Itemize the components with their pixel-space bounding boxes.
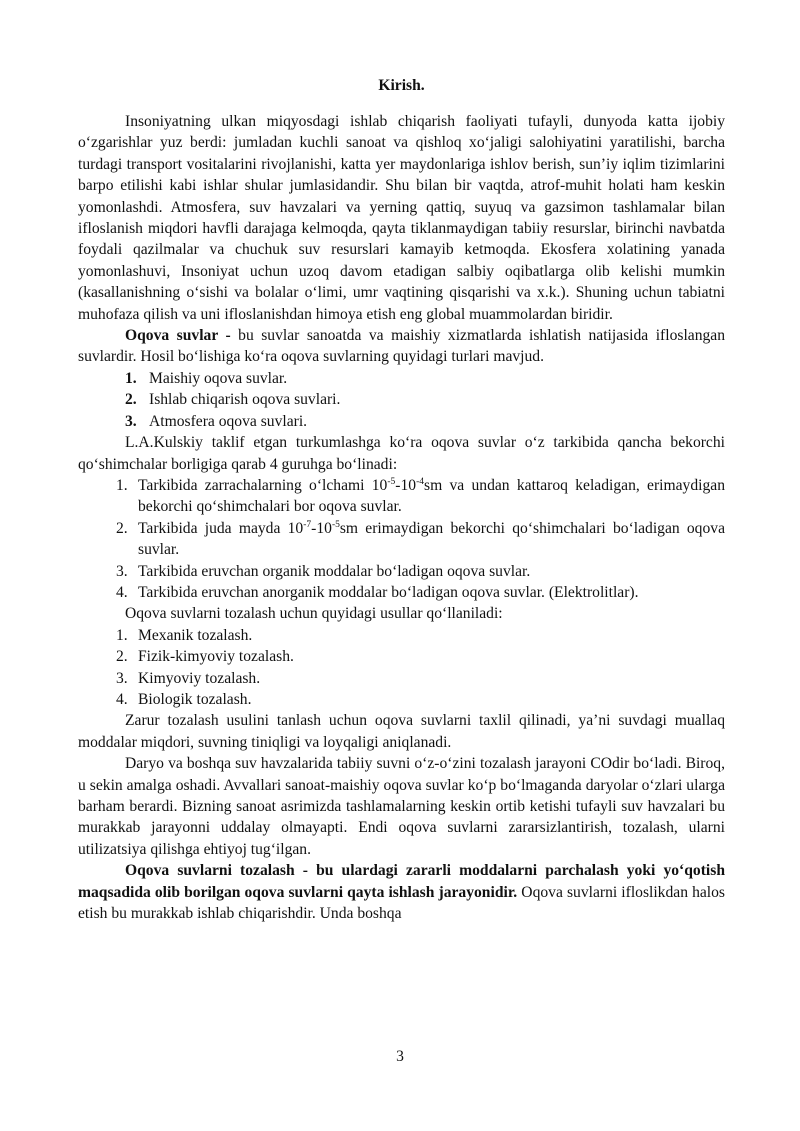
list-item [78,625,725,646]
list-item-text: Kimyoviy tozalash. [138,669,261,687]
list-number: 1. [116,626,128,644]
list-item [78,411,725,432]
list-number: 4. [116,583,128,601]
list-item-text: Tarkibida zarrachalarning o‘lchami $10^{-5}-10^{-4}sm$ va undan kattaroq keladigan, erimaydigan bekorchi qo‘shimchalari bor oqova suvlar. [138,476,725,516]
page-title: Kirish. [378,77,425,94]
analysis-paragraph: Zarur tozalash usulini tanlash uchun oqova suvlarni taxlil qilinadi, ya’ni suvdagi muallaq moddalar miqdori, suvning tiniqligi va loyqaligi aniqlanadi. [78,712,725,751]
river-paragraph: Daryo va boshqa suv havzalarida tabiiy suvni o‘z-o‘zini tozalash jarayoni COdir bo‘ladi. Biroq, u sekin amalga oshadi. Avvallari sanoat-maishiy oqova suvlar ko‘p bo‘lmaganda daryolar o‘zlari ularga barham berardi. Bizning sanoat asrimizda tashlamalarning keskin ortib ketishi tufayli suv havzalari bu murakkab jarayonni uddalay olmayapti. Endi oqova suvlarni zararsizlantirish, tozalash, ularni utilizatsiya qilishga ehtiyoj tug‘ilgan. [78,755,725,858]
list-number: 1. [125,369,137,387]
final-bold-definition: Oqova suvlarni tozalash - bu ulardagi zararli moddalarni parchalash yoki yo‘qotish maqsadida olib borilgan oqova suvlarni qayta ishlash jarayonidir. [78,862,725,901]
definition-text: bu suvlar sanoatda va maishiy xizmatlarda ishlatish natijasida ifloslangan suvlardir. Hosil bo‘lishiga ko‘ra oqova suvlarning quyidagi turlari mavjud. [78,327,726,366]
intro-paragraph: Insoniyatning ulkan miqyosdagi ishlab chiqarish faoliyati tufayli, dunyoda katta ijobiy o‘zgarishlar yuz berdi: jumladan kuchli sanoat va qishloq xo‘jaligi salohiyatini yaratilishi, barcha turdagi transport vositalarini rivojlanishi, katta yer maydonlariga ishlov berish, sun’iy iqlim tizimlarini barpo etilishi kabi ishlar shular jumlasidandir. Shu bilan bir vaqtda, atrof-muhit holati ham keskin yomonlashdi. Atmosfera, suv havzalari va yerning qattiq, suyuq va gazsimon tashlamalar bilan ifloslanish miqdori havfli darajaga kelmoqda, qayta tiklanmaydigan tabiiy resurslar, birinchi navbatda foydali qazilmalar va chuchuk suv resurslari kamayib ketmoqda. Ekosfera xolatining yanada yomonlashuvi, Insoniyat uchun uzoq davom etadigan salbiy oqibatlarga olib kelishi mumkin (kasallanishning o‘sishi va bolalar o‘limi, umr vaqtining qisqarishi va x.k.). Shuning uchun tabiatni muhofaza qilish va uni ifloslanishdan himoya etish eng global muammolardan biridir. [78,113,725,323]
list-number: 3. [116,562,128,580]
methods-intro: Oqova suvlarni tozalash uchun quyidagi usullar qo‘llaniladi: [125,605,503,623]
list-item-text: Biologik tozalash. [138,690,252,708]
list-item [78,389,725,410]
list-item-text: Mexanik tozalash. [138,626,253,644]
list-number: 3. [125,412,137,430]
list-number: 1. [116,476,128,494]
list-item [78,561,725,582]
list-item [78,582,725,603]
definition-paragraph [78,325,725,368]
list-item-text: Fizik-kimyoviy tozalash. [138,648,294,666]
contaminant-groups-list [78,475,725,603]
definition-term: Oqova suvlar - [125,327,239,345]
list-item [78,668,725,689]
wastewater-types-list [78,368,725,432]
list-item-text: Tarkibida eruvchan anorganik moddalar bo‘ladigan oqova suvlar. (Elektrolitlar). [138,583,639,601]
kulskiy-paragraph: L.A.Kulskiy taklif etgan turkumlashga ko‘ra oqova suvlar o‘z tarkibida qancha bekorchi qo‘shimchalar borligiga qarab 4 guruhga bo‘linadi: [78,434,725,473]
treatment-methods-list [78,625,725,711]
page-number: 3 [396,1048,404,1065]
list-item-text: Tarkibida eruvchan organik moddalar bo‘ladigan oqova suvlar. [138,562,531,580]
list-item [78,368,725,389]
list-number: 2. [116,648,128,666]
list-number: 4. [116,690,128,708]
final-text: Oqova suvlarni ifloslikdan halos etish bu murakkab ishlab chiqarishdir. Unda boshqa [78,883,725,923]
list-item [78,689,725,710]
list-item [78,646,725,667]
list-item-text: Tarkibida juda mayda $10^{-7}-10^{-5}sm$ erimaydigan bekorchi qo‘shimchalari bo‘ladigan oqova suvlar. [138,519,725,559]
list-number: 2. [116,519,128,537]
list-item-text: Atmosfera oqova suvlari. [149,412,308,430]
final-paragraph [78,860,725,924]
list-item [78,518,725,561]
list-number: 2. [125,391,137,409]
list-item-text: Ishlab chiqarish oqova suvlari. [149,391,341,409]
document-page [78,76,725,924]
list-item [78,475,725,518]
list-number: 3. [116,669,128,687]
list-item-text: Maishiy oqova suvlar. [149,369,288,387]
